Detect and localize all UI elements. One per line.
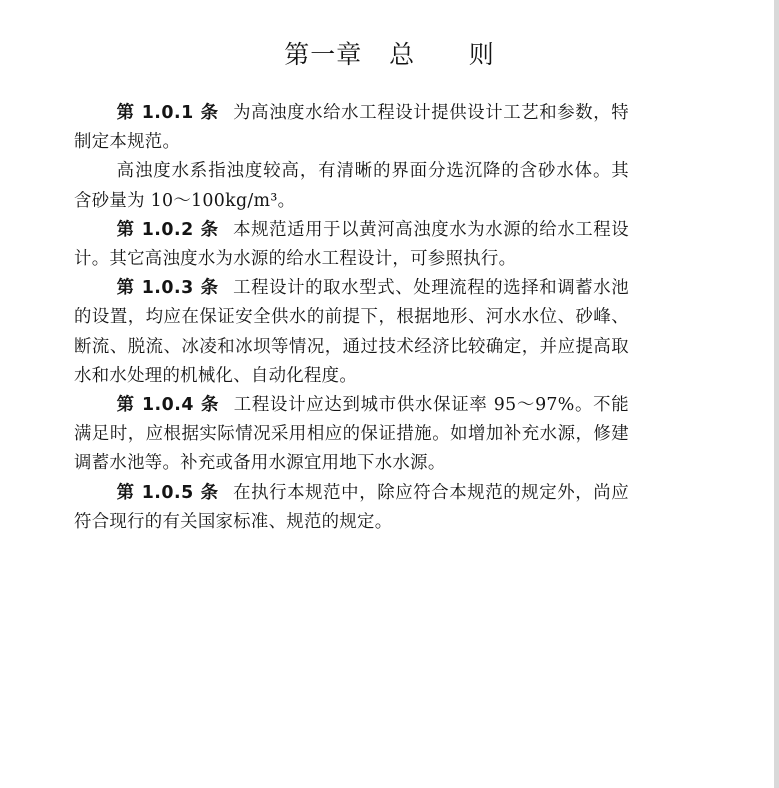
clause-text: 为高浊度水给水工程设计提供设计工艺和参数，特制定本规范。 bbox=[74, 103, 630, 153]
clause-1-0-4 bbox=[74, 391, 629, 479]
clause-number: 第 1.0.5 条 bbox=[116, 482, 219, 503]
clause-1-0-1-note bbox=[74, 157, 629, 215]
clause-text: 工程设计的取水型式、处理流程的选择和调蓄水池的设置，均应在保证安全供水的前提下，根据地形、河水水位、砂峰、断流、脱流、冰凌和冰坝等情况，通过技术经济比较确定，并应提高取水和水处理的机械化、自动化程度。 bbox=[74, 278, 630, 386]
clause-text: 本规范适用于以黄河高浊度水为水源的给水工程设计。其它高浊度水为水源的给水工程设计，可参照执行。 bbox=[74, 219, 630, 270]
clause-number: 第 1.0.3 条 bbox=[116, 278, 219, 299]
chapter-title: 第一章 总 则 bbox=[284, 40, 495, 69]
page-edge bbox=[774, 0, 779, 788]
clause-1-0-5 bbox=[74, 479, 629, 537]
clause-text: 在执行本规范中，除应符合本规范的规定外，尚应符合现行的有关国家标准、规范的规定。 bbox=[74, 482, 630, 532]
clause-1-0-2 bbox=[74, 216, 629, 274]
clause-text: 高浊度水系指浊度较高，有清晰的界面分选沉降的含砂水体。其含砂量为 10～100kg/m³。 bbox=[74, 161, 629, 211]
clause-number: 第 1.0.1 条 bbox=[116, 103, 219, 123]
document-body bbox=[74, 99, 629, 537]
clause-1-0-1 bbox=[74, 99, 629, 157]
clause-1-0-3 bbox=[74, 274, 629, 391]
clause-number: 第 1.0.2 条 bbox=[116, 219, 219, 240]
clause-text: 工程设计应达到城市供水保证率 95～97%。不能满足时，应根据实际情况采用相应的保证措施。如增加补充水源，修建调蓄水池等。补充或备用水源宜用地下水水源。 bbox=[74, 395, 629, 474]
clause-number: 第 1.0.4 条 bbox=[116, 395, 220, 416]
